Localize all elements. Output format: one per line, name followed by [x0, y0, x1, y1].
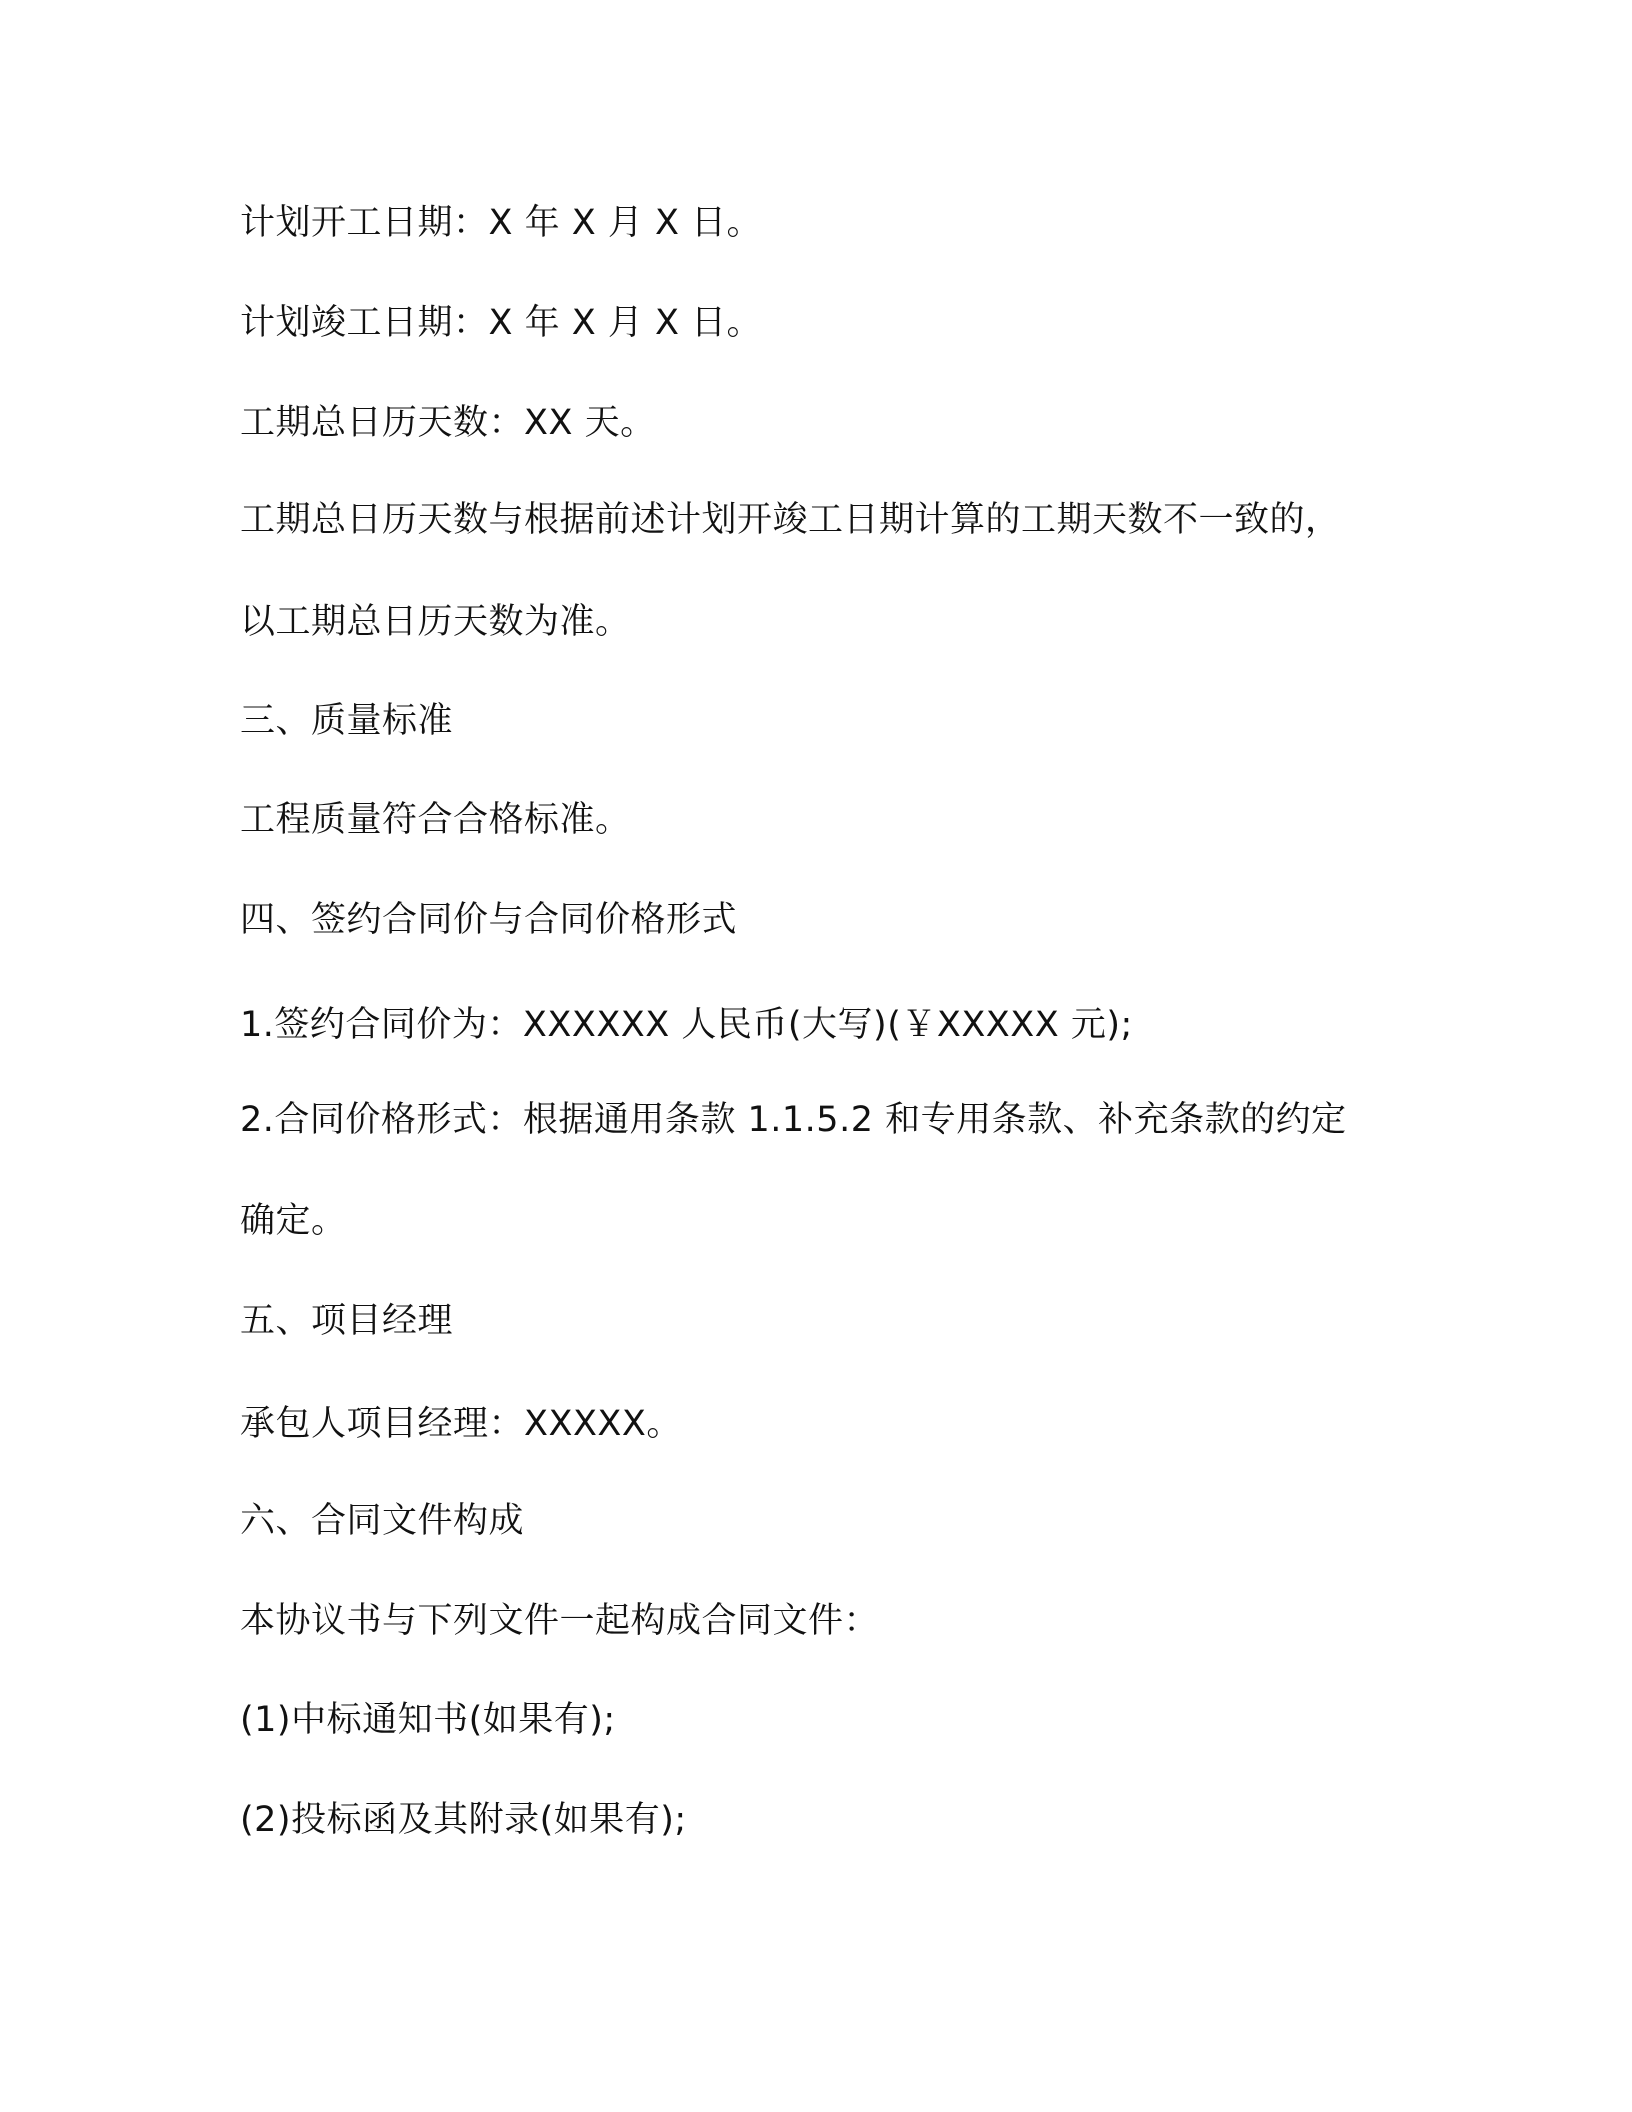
contract-document-item-2: (2)投标函及其附录(如果有); — [240, 1800, 687, 1840]
quality-standard-heading: 三、质量标准 — [240, 701, 454, 741]
planned-start-date: 计划开工日期：X 年 X 月 X 日。 — [240, 203, 763, 243]
contract-price-item: 1.签约合同价为：XXXXXX 人民币(大写)(￥XXXXX 元); — [240, 1005, 1133, 1045]
contract-price-form-line-1: 2.合同价格形式：根据通用条款 1.1.5.2 和专用条款、补充条款的约定 — [240, 1100, 1347, 1140]
total-calendar-days: 工期总日历天数：XX 天。 — [240, 403, 656, 443]
contract-price-heading: 四、签约合同价与合同价格形式 — [240, 900, 738, 940]
contract-documents-intro: 本协议书与下列文件一起构成合同文件： — [240, 1601, 880, 1641]
contract-document-item-1: (1)中标通知书(如果有); — [240, 1700, 616, 1740]
contract-documents-heading: 六、合同文件构成 — [240, 1501, 525, 1541]
duration-conflict-rule-line-2: 以工期总日历天数为准。 — [240, 602, 631, 642]
project-manager-text: 承包人项目经理：XXXXX。 — [240, 1404, 682, 1444]
contract-price-form-line-2: 确定。 — [240, 1201, 347, 1241]
duration-conflict-rule-line-1: 工期总日历天数与根据前述计划开竣工日期计算的工期天数不一致的， — [240, 500, 1341, 540]
planned-completion-date: 计划竣工日期：X 年 X 月 X 日。 — [240, 303, 763, 343]
project-manager-heading: 五、项目经理 — [240, 1301, 454, 1341]
quality-standard-text: 工程质量符合合格标准。 — [240, 800, 631, 840]
